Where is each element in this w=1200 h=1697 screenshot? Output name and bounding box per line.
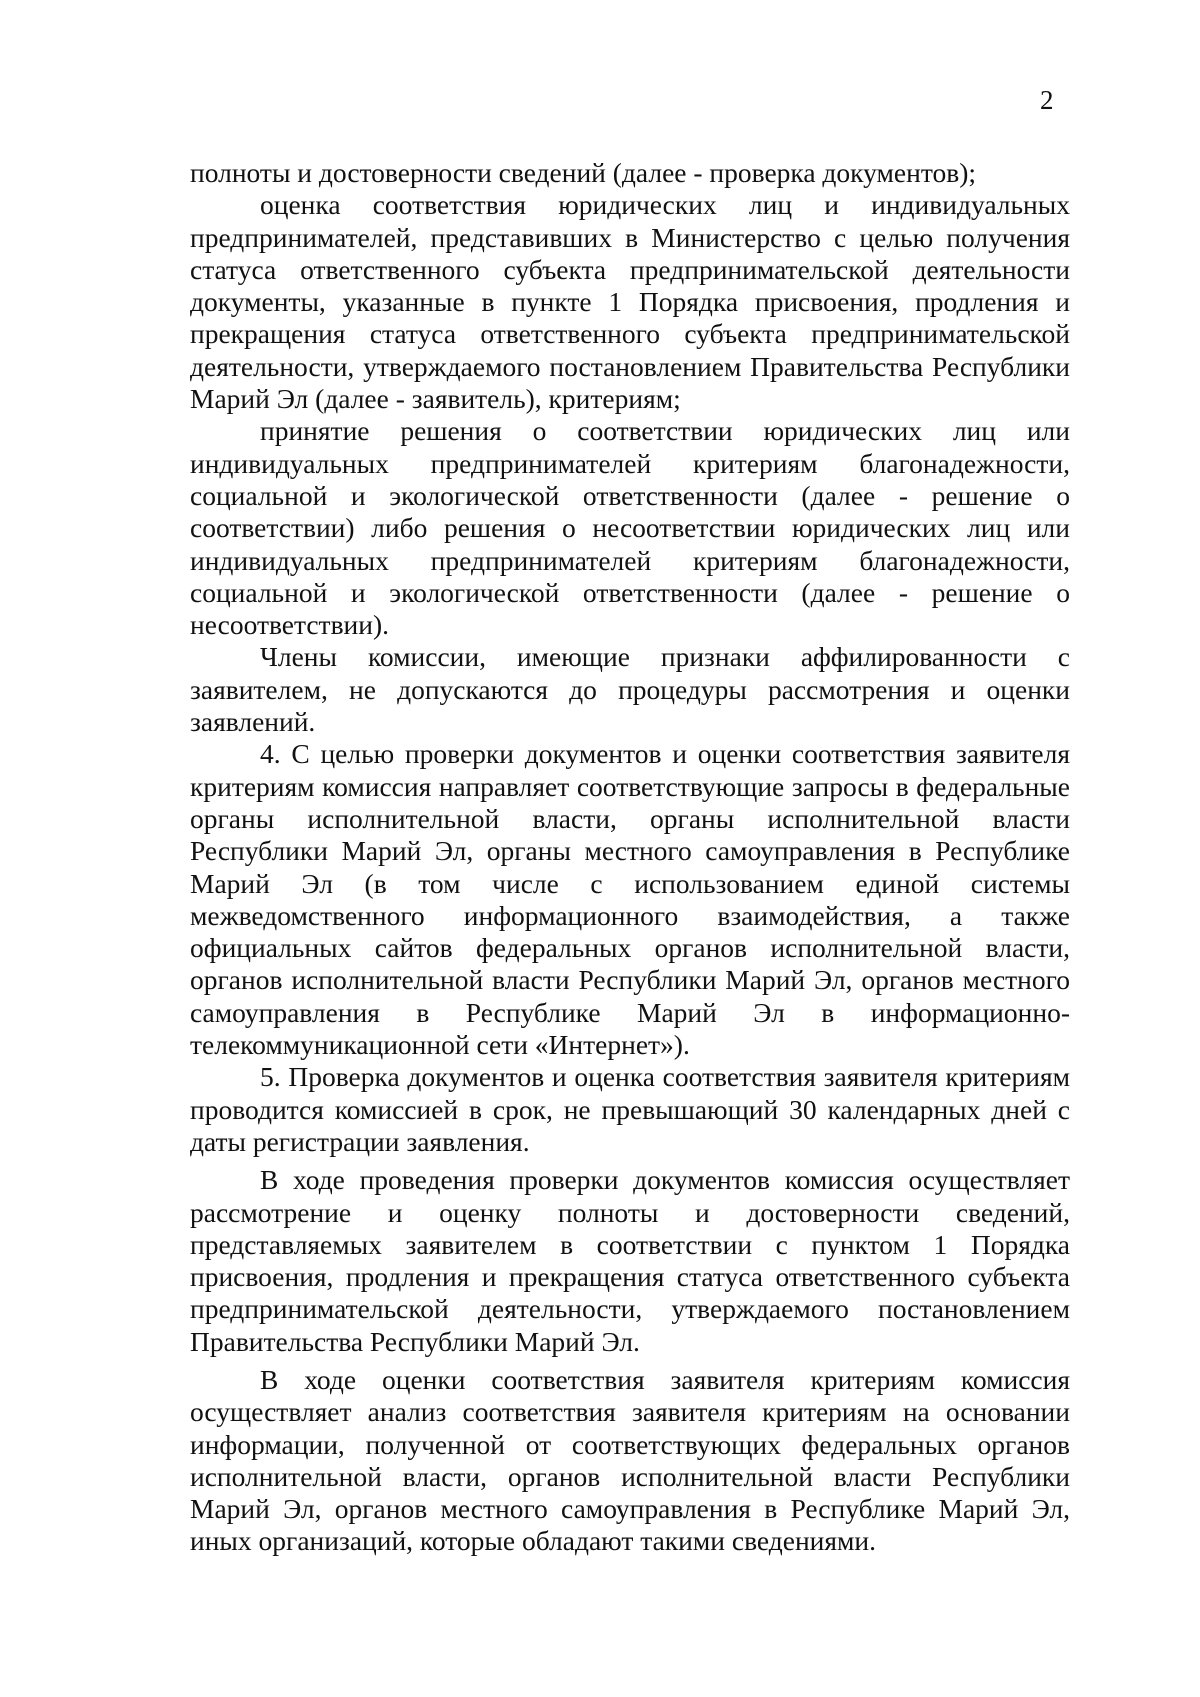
paragraph-item-4-requests: 4. С целью проверки документов и оценки соответствия заявителя критериям комиссия направляет соответствующие запросы в федеральные органы исполнительной власти, органы исполнительной власти Республики Марий Эл, органы местного самоуправления в Республике Марий Эл (в том числе с использованием единой системы межведомственного информационного взаимодействия, а также официальных сайтов федеральных органов исполнительной власти, органов исполнительной власти Республики Марий Эл, органов местного самоуправления в Республике Марий Эл в информационно-телекоммуникационной сети «Интернет»). [190,738,1070,1061]
paragraph-decision-making: принятие решения о соответствии юридических лиц или индивидуальных предпринимателей критериям благонадежности, социальной и экологической ответственности (далее - решение о соответствии) либо решения о несоответствии юридических лиц или индивидуальных предпринимателей критериям благонадежности, социальной и экологической ответственности (далее - решение о несоответствии). [190,415,1070,641]
paragraph-verification-scope: полноты и достоверности сведений (далее - проверка документов); [190,157,977,188]
paragraph-compliance-assessment: оценка соответствия юридических лиц и индивидуальных предпринимателей, представивших в Министерство с целью получения статуса ответственного субъекта предпринимательской деятельности документы, указанные в пункте 1 Порядка присвоения, продления и прекращения статуса ответственного субъекта предпринимательской деятельности, утверждаемого постановлением Правительства Республики Марий Эл (далее - заявитель), критериям; [190,189,1070,415]
page-number: 2 [1040,85,1054,115]
paragraph-item-5-deadline: 5. Проверка документов и оценка соответствия заявителя критериям проводится комиссией в срок, не превышающий 30 календарных дней с даты регистрации заявления. [190,1061,1070,1157]
paragraph-affiliated-members: Члены комиссии, имеющие признаки аффилированности с заявителем, не допускаются до процедуры рассмотрения и оценки заявлений. [190,641,1070,738]
document-body [190,157,1070,1558]
paragraph-document-review: В ходе проведения проверки документов комиссия осуществляет рассмотрение и оценку полноты и достоверности сведений, представляемых заявителем в соответствии с пунктом 1 Порядка присвоения, продления и прекращения статуса ответственного субъекта предпринимательской деятельности, утверждаемого постановлением Правительства Республики Марий Эл. [190,1164,1070,1357]
paragraph-criteria-analysis: В ходе оценки соответствия заявителя критериям комиссия осуществляет анализ соответствия заявителя критериям на основании информации, полученной от соответствующих федеральных органов исполнительной власти, органов исполнительной власти Республики Марий Эл, органов местного самоуправления в Республике Марий Эл, иных организаций, которые обладают такими сведениями. [190,1363,1070,1557]
